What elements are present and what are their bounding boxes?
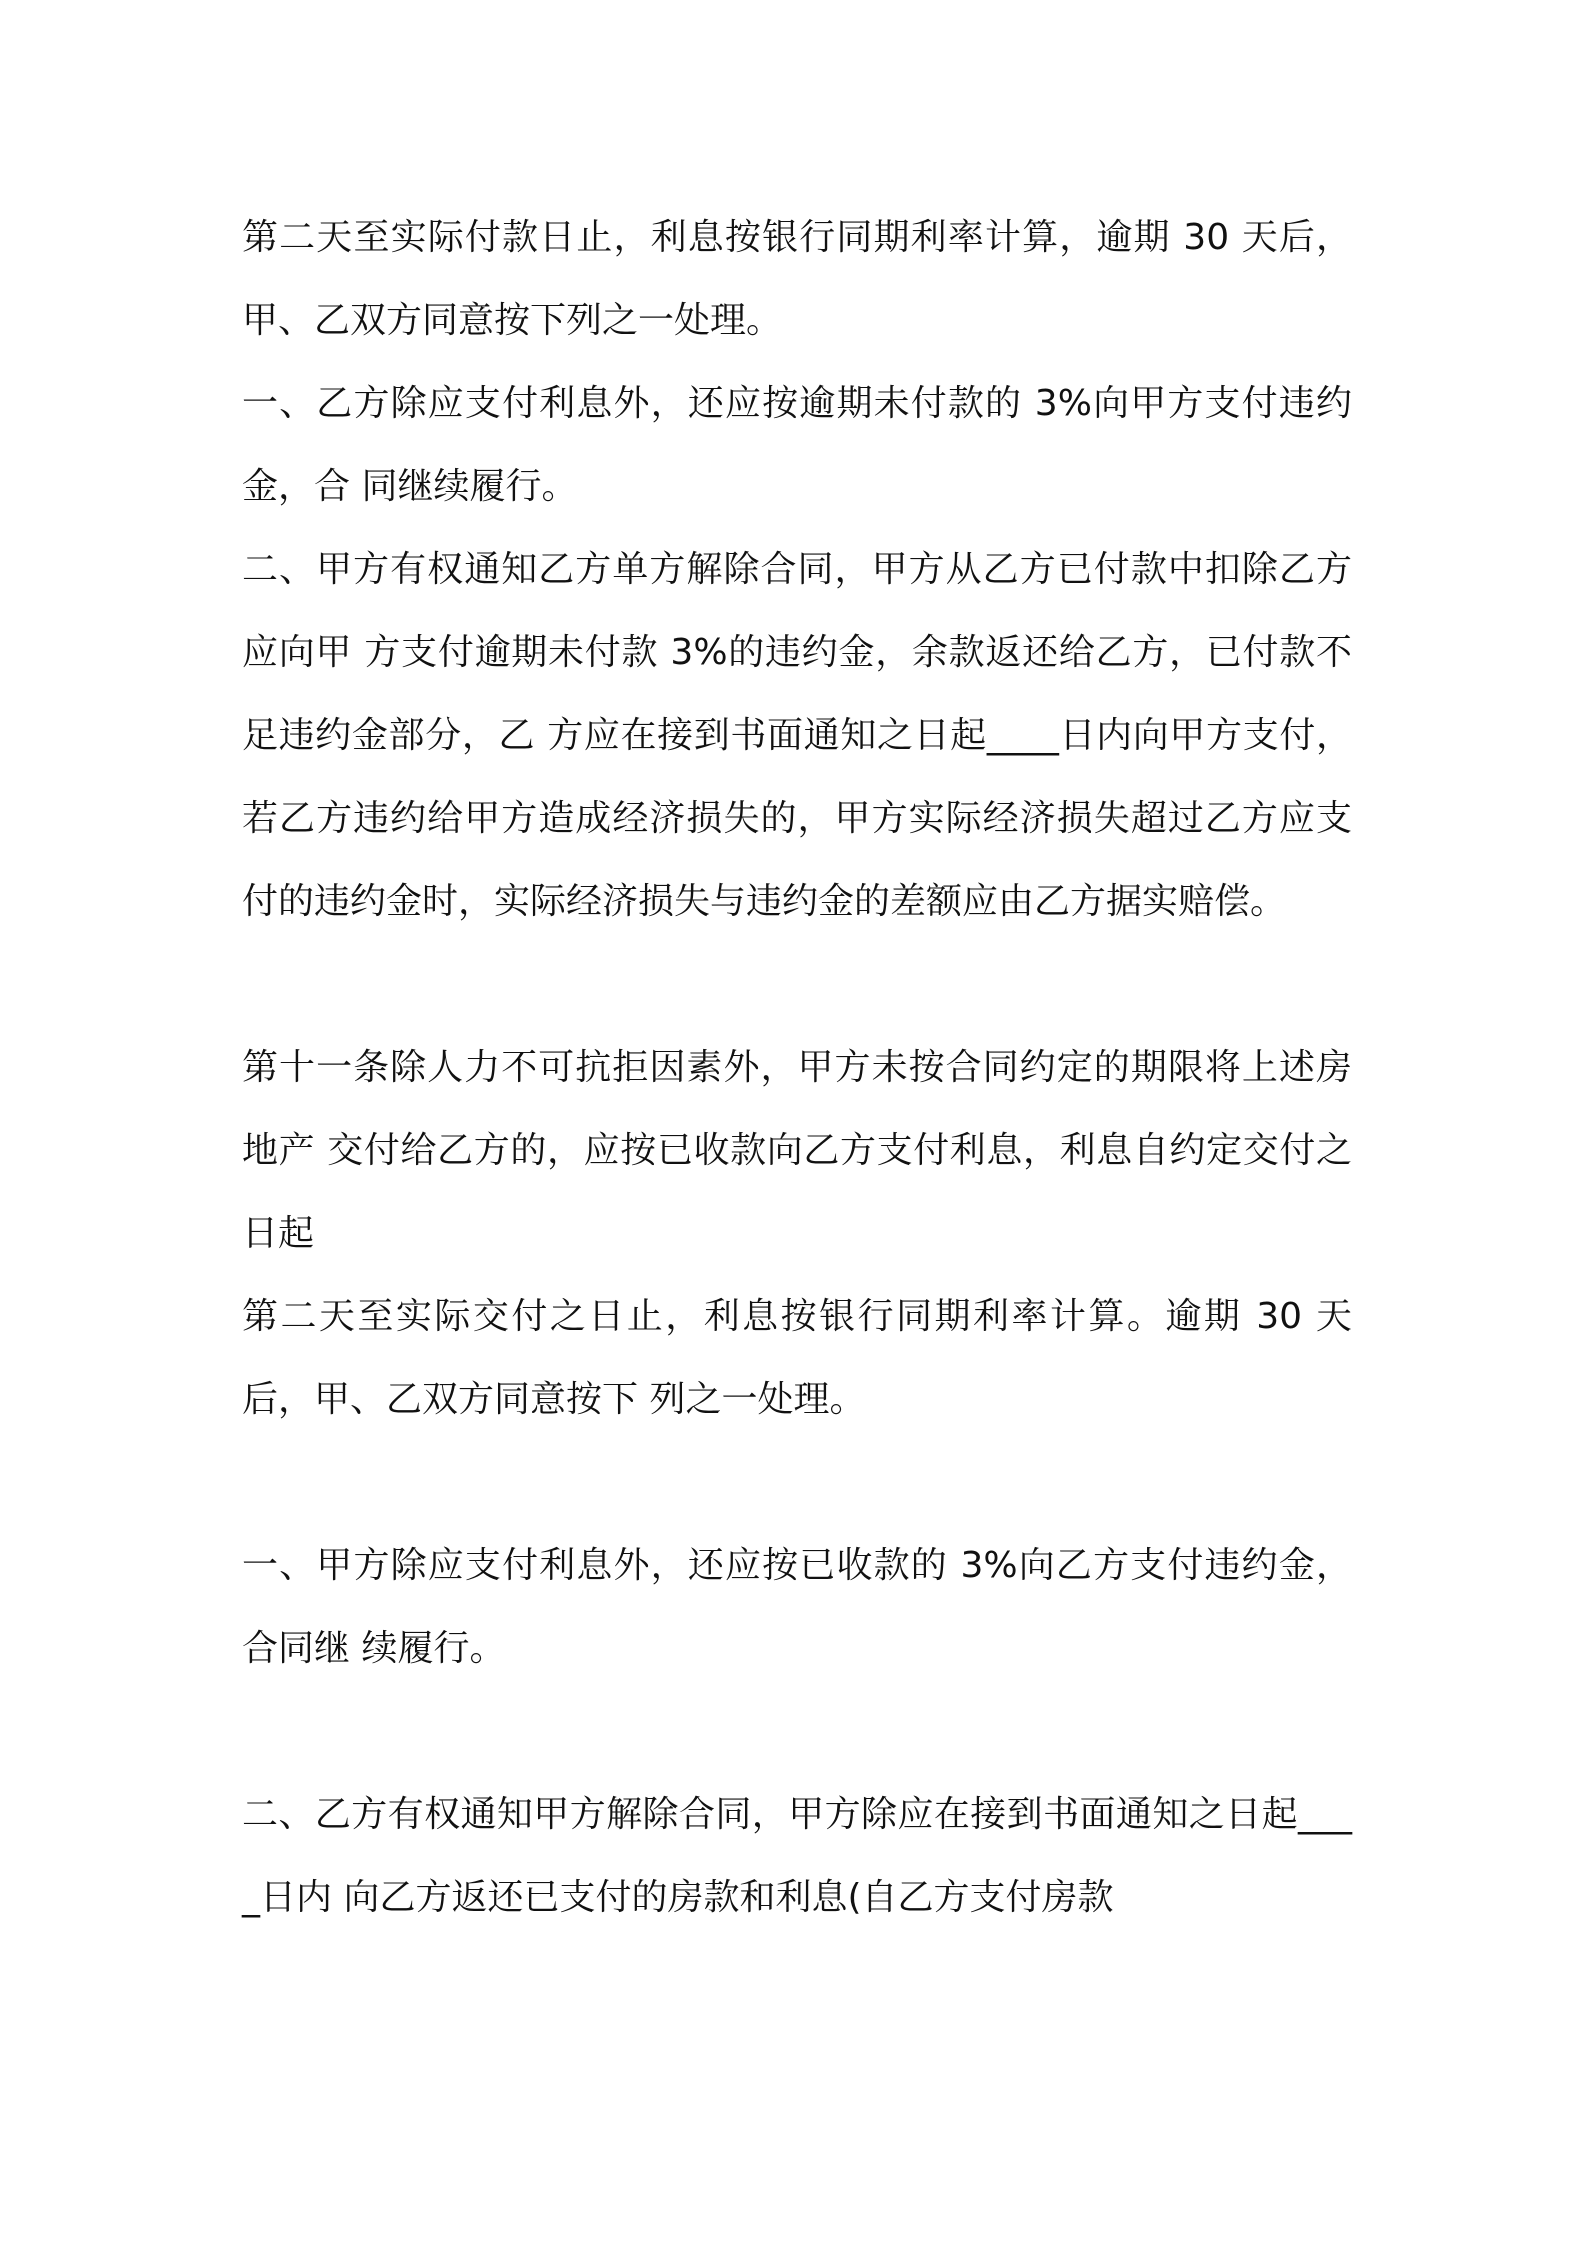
paragraph-delivery-interest: 第二天至实际交付之日止，利息按银行同期利率计算。逾期 30 天后，甲、乙双方同意按下 列之一处理。 <box>242 1296 1352 1420</box>
paragraph-seller-option-one: 一、甲方除应支付利息外，还应按已收款的 3%向乙方支付违约金，合同继 续履行。 <box>242 1545 1352 1669</box>
paragraph-seller-option-two: 二、乙方有权通知甲方解除合同，甲方除应在接到书面通知之日起____日内 向乙方返还已支付的房款和利息(自乙方支付房款 <box>242 1794 1352 1918</box>
paragraph-buyer-option-two: 二、甲方有权通知乙方单方解除合同，甲方从乙方已付款中扣除乙方应向甲 方支付逾期未付款 3%的违约金，余款返还给乙方，已付款不足违约金部分，乙 方应在接到书面通知之日起____日内向甲方支付，若乙方违约给甲方造成经济损失的，甲方实际经济损失超过乙方应支付的违约金时，实际经济损失与违约金的差额应由乙方据实赔偿。 <box>242 549 1352 922</box>
paragraph-article-eleven: 第十一条除人力不可抗拒因素外，甲方未按合同约定的期限将上述房地产 交付给乙方的，应按已收款向乙方支付利息，利息自约定交付之日起 <box>242 1047 1352 1254</box>
paragraph-overdue-payment-interest: 第二天至实际付款日止，利息按银行同期利率计算，逾期 30 天后，甲、乙双方同意按下列之一处理。 <box>242 217 1352 341</box>
paragraph-buyer-option-one: 一、乙方除应支付利息外，还应按逾期未付款的 3%向甲方支付违约金，合 同继续履行。 <box>242 383 1352 507</box>
document-body <box>242 196 1352 1939</box>
